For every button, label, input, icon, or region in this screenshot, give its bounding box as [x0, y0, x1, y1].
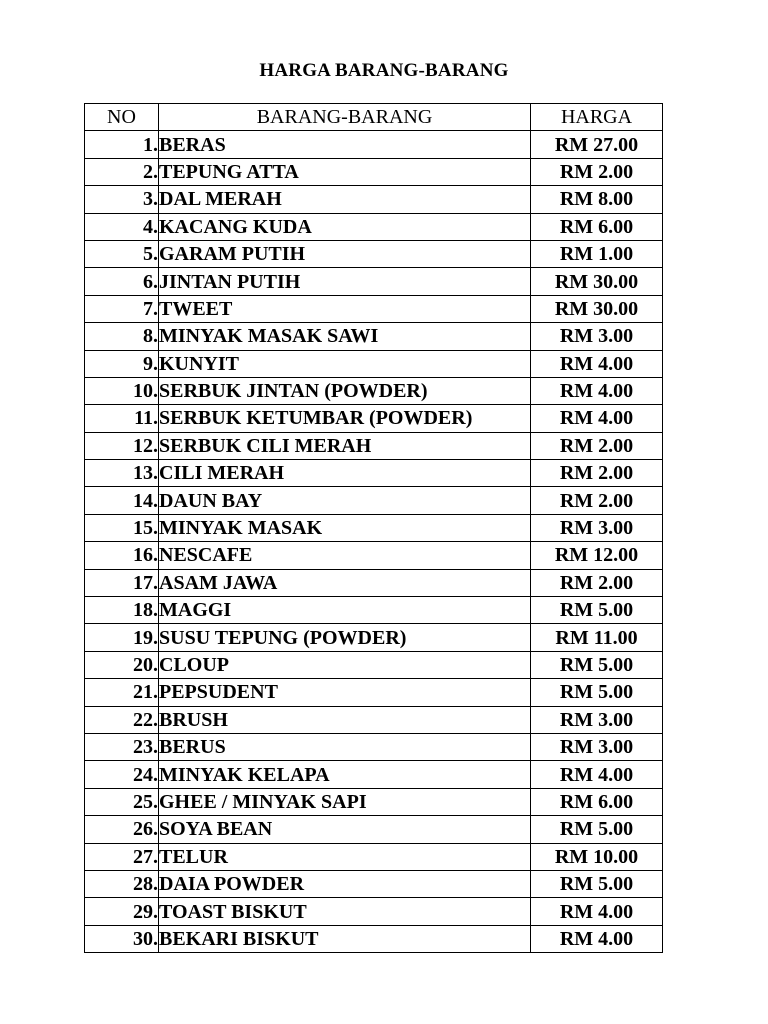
row-number-cell: 6. — [85, 268, 159, 295]
item-price-cell: RM 4.00 — [531, 925, 663, 952]
item-price-cell: RM 4.00 — [531, 898, 663, 925]
item-price-cell: RM 2.00 — [531, 158, 663, 185]
item-price-cell: RM 10.00 — [531, 843, 663, 870]
item-name-cell: SUSU TEPUNG (POWDER) — [159, 624, 531, 651]
item-name-cell: TWEET — [159, 295, 531, 322]
item-price-cell: RM 2.00 — [531, 569, 663, 596]
table-row — [85, 131, 663, 158]
item-price-cell: RM 5.00 — [531, 679, 663, 706]
row-number-cell: 2. — [85, 158, 159, 185]
row-number-cell: 16. — [85, 542, 159, 569]
item-name-cell: BERAS — [159, 131, 531, 158]
table-row — [85, 405, 663, 432]
item-price-cell: RM 11.00 — [531, 624, 663, 651]
row-number-cell: 29. — [85, 898, 159, 925]
row-number-cell: 8. — [85, 323, 159, 350]
item-price-cell: RM 1.00 — [531, 240, 663, 267]
item-price-cell: RM 5.00 — [531, 651, 663, 678]
table-row — [85, 295, 663, 322]
item-name-cell: BEKARI BISKUT — [159, 925, 531, 952]
row-number-cell: 13. — [85, 460, 159, 487]
table-row — [85, 870, 663, 897]
item-name-cell: DAIA POWDER — [159, 870, 531, 897]
column-header-no: NO — [85, 104, 159, 131]
item-name-cell: KACANG KUDA — [159, 213, 531, 240]
item-name-cell: PEPSUDENT — [159, 679, 531, 706]
item-name-cell: BERUS — [159, 733, 531, 760]
row-number-cell: 21. — [85, 679, 159, 706]
item-price-cell: RM 2.00 — [531, 460, 663, 487]
table-row — [85, 158, 663, 185]
table-row — [85, 377, 663, 404]
item-price-cell: RM 12.00 — [531, 542, 663, 569]
table-row — [85, 624, 663, 651]
page-title: HARGA BARANG-BARANG — [259, 60, 509, 81]
item-name-cell: JINTAN PUTIH — [159, 268, 531, 295]
item-name-cell: MINYAK MASAK — [159, 514, 531, 541]
table-row — [85, 323, 663, 350]
row-number-cell: 18. — [85, 597, 159, 624]
table-row — [85, 350, 663, 377]
item-name-cell: GARAM PUTIH — [159, 240, 531, 267]
table-row — [85, 816, 663, 843]
row-number-cell: 9. — [85, 350, 159, 377]
table-row — [85, 432, 663, 459]
item-name-cell: SOYA BEAN — [159, 816, 531, 843]
price-table — [84, 103, 663, 953]
item-price-cell: RM 6.00 — [531, 788, 663, 815]
item-price-cell: RM 4.00 — [531, 761, 663, 788]
table-body — [85, 131, 663, 953]
row-number-cell: 1. — [85, 131, 159, 158]
item-name-cell: NESCAFE — [159, 542, 531, 569]
table-row — [85, 788, 663, 815]
row-number-cell: 17. — [85, 569, 159, 596]
table-row — [85, 706, 663, 733]
item-name-cell: KUNYIT — [159, 350, 531, 377]
item-name-cell: MAGGI — [159, 597, 531, 624]
item-price-cell: RM 3.00 — [531, 706, 663, 733]
table-row — [85, 569, 663, 596]
table-row — [85, 925, 663, 952]
row-number-cell: 12. — [85, 432, 159, 459]
item-name-cell: TOAST BISKUT — [159, 898, 531, 925]
row-number-cell: 26. — [85, 816, 159, 843]
item-price-cell: RM 3.00 — [531, 514, 663, 541]
item-name-cell: BRUSH — [159, 706, 531, 733]
row-number-cell: 30. — [85, 925, 159, 952]
row-number-cell: 25. — [85, 788, 159, 815]
item-price-cell: RM 6.00 — [531, 213, 663, 240]
item-price-cell: RM 2.00 — [531, 487, 663, 514]
item-name-cell: DAUN BAY — [159, 487, 531, 514]
table-header-row — [85, 104, 663, 131]
table-row — [85, 761, 663, 788]
item-price-cell: RM 5.00 — [531, 597, 663, 624]
item-name-cell: CILI MERAH — [159, 460, 531, 487]
item-price-cell: RM 2.00 — [531, 432, 663, 459]
item-price-cell: RM 30.00 — [531, 268, 663, 295]
table-row — [85, 460, 663, 487]
row-number-cell: 10. — [85, 377, 159, 404]
item-name-cell: MINYAK MASAK SAWI — [159, 323, 531, 350]
table-row — [85, 651, 663, 678]
row-number-cell: 15. — [85, 514, 159, 541]
item-name-cell: ASAM JAWA — [159, 569, 531, 596]
table-row — [85, 679, 663, 706]
table-row — [85, 843, 663, 870]
table-row — [85, 733, 663, 760]
table-row — [85, 542, 663, 569]
item-name-cell: GHEE / MINYAK SAPI — [159, 788, 531, 815]
item-price-cell: RM 4.00 — [531, 405, 663, 432]
row-number-cell: 23. — [85, 733, 159, 760]
column-header-price: HARGA — [531, 104, 663, 131]
table-row — [85, 487, 663, 514]
item-price-cell: RM 4.00 — [531, 350, 663, 377]
row-number-cell: 19. — [85, 624, 159, 651]
item-price-cell: RM 3.00 — [531, 323, 663, 350]
row-number-cell: 20. — [85, 651, 159, 678]
column-header-item: BARANG-BARANG — [159, 104, 531, 131]
row-number-cell: 14. — [85, 487, 159, 514]
item-name-cell: MINYAK KELAPA — [159, 761, 531, 788]
table-row — [85, 898, 663, 925]
row-number-cell: 24. — [85, 761, 159, 788]
table-row — [85, 514, 663, 541]
row-number-cell: 27. — [85, 843, 159, 870]
item-price-cell: RM 4.00 — [531, 377, 663, 404]
row-number-cell: 4. — [85, 213, 159, 240]
item-price-cell: RM 27.00 — [531, 131, 663, 158]
table-row — [85, 597, 663, 624]
item-name-cell: DAL MERAH — [159, 186, 531, 213]
item-name-cell: TEPUNG ATTA — [159, 158, 531, 185]
table-row — [85, 213, 663, 240]
item-name-cell: CLOUP — [159, 651, 531, 678]
item-name-cell: SERBUK CILI MERAH — [159, 432, 531, 459]
row-number-cell: 28. — [85, 870, 159, 897]
row-number-cell: 22. — [85, 706, 159, 733]
row-number-cell: 11. — [85, 405, 159, 432]
row-number-cell: 3. — [85, 186, 159, 213]
item-price-cell: RM 3.00 — [531, 733, 663, 760]
item-price-cell: RM 8.00 — [531, 186, 663, 213]
table-row — [85, 240, 663, 267]
item-price-cell: RM 5.00 — [531, 816, 663, 843]
table-row — [85, 268, 663, 295]
table-row — [85, 186, 663, 213]
item-name-cell: SERBUK KETUMBAR (POWDER) — [159, 405, 531, 432]
item-price-cell: RM 30.00 — [531, 295, 663, 322]
item-name-cell: TELUR — [159, 843, 531, 870]
item-price-cell: RM 5.00 — [531, 870, 663, 897]
item-name-cell: SERBUK JINTAN (POWDER) — [159, 377, 531, 404]
row-number-cell: 7. — [85, 295, 159, 322]
row-number-cell: 5. — [85, 240, 159, 267]
